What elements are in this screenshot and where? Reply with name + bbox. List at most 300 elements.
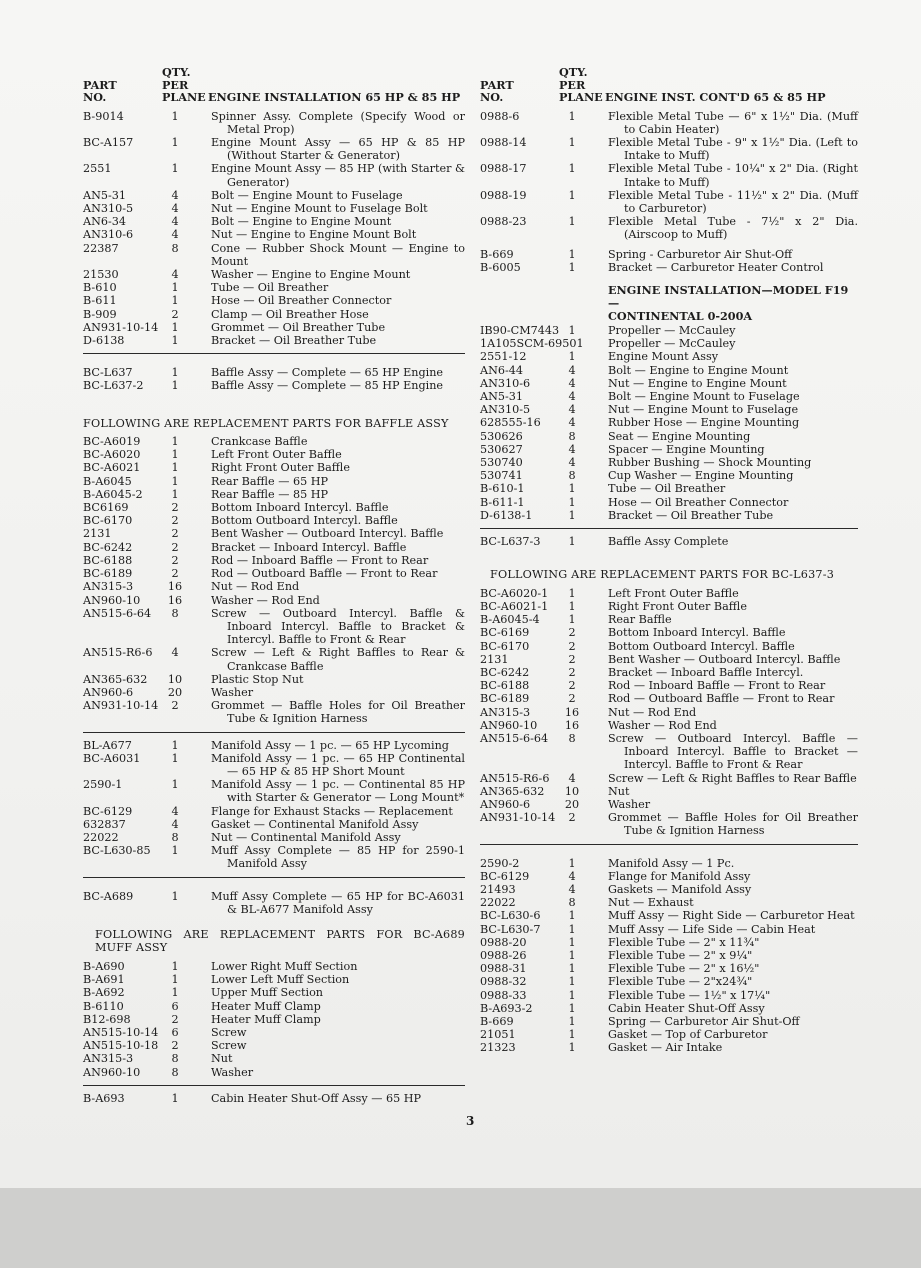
replacement-parts-heading: FOLLOWING ARE REPLACEMENT PARTS FOR BC-A689 MUFF ASSY <box>95 927 465 955</box>
part-no-header: PART NO. <box>480 77 514 104</box>
part-description: Left Front Outer Baffle <box>608 586 739 600</box>
part-number: BC-A6021 <box>83 461 141 475</box>
part-number: AN515-R6-6 <box>83 646 153 660</box>
page-number: 3 <box>466 1114 475 1128</box>
part-number: 21530 <box>83 267 119 281</box>
quantity: 20 <box>564 797 580 811</box>
table-row <box>83 541 465 554</box>
section-title: ENGINE INST. CONT'D 65 & 85 HP <box>605 90 826 104</box>
part-description: Heater Muff Clamp <box>211 1012 321 1026</box>
part-description: Right Front Outer Baffle <box>608 599 747 613</box>
quantity: 4 <box>568 389 576 403</box>
table-row <box>480 870 858 883</box>
part-description: Screw — Left & Right Baffles to Rear Baffle <box>608 771 857 785</box>
table-row <box>83 1066 465 1079</box>
part-number: AN960-6 <box>480 797 531 811</box>
part-number: AN6-34 <box>83 215 127 229</box>
part-no-header: PART NO. <box>83 77 117 104</box>
quantity: 16 <box>564 718 580 732</box>
parts-list <box>83 890 465 916</box>
quantity: 20 <box>167 685 183 699</box>
quantity: 1 <box>568 495 576 509</box>
part-number: 21323 <box>480 1041 516 1055</box>
part-number: AN960-6 <box>83 685 134 699</box>
quantity: 1 <box>171 320 179 334</box>
part-number: B-A6045-4 <box>480 613 540 627</box>
quantity: 2 <box>171 1039 179 1053</box>
part-number: 2551 <box>83 162 112 176</box>
part-number: AN960-10 <box>83 1065 141 1079</box>
part-number: BC-6170 <box>480 639 530 653</box>
right-column <box>480 66 858 1055</box>
part-number: BC-6188 <box>83 553 133 567</box>
part-description: Engine Mount Assy — 65 HP & 85 HP (Without Starter & Generator) <box>211 135 465 163</box>
part-description: Flexible Tube — 2"x24¾" <box>608 975 753 989</box>
part-description: Cabin Heater Shut-Off Assy <box>608 1001 765 1015</box>
quantity: 1 <box>171 844 179 858</box>
quantity: 8 <box>568 469 576 483</box>
table-row <box>480 640 858 653</box>
table-row <box>480 626 858 639</box>
quantity: 4 <box>568 416 576 430</box>
part-number: B-669 <box>480 247 514 261</box>
table-row <box>480 324 858 337</box>
table-row <box>83 752 465 778</box>
part-number: B-669 <box>480 1014 514 1028</box>
part-number: 0988-33 <box>480 988 527 1002</box>
table-row <box>83 607 465 647</box>
part-number: 0988-14 <box>480 135 527 149</box>
table-row <box>480 909 858 922</box>
part-description: Flexible Tube — 2" x 11¾" <box>608 935 760 949</box>
part-number: BC-L630-6 <box>480 909 541 923</box>
part-description: Upper Muff Section <box>211 986 324 1000</box>
part-description: Bracket — Inboard Intercyl. Baffle <box>211 540 407 554</box>
table-row <box>480 162 858 188</box>
quantity: 4 <box>171 267 179 281</box>
part-description: Nut — Exhaust <box>608 896 694 910</box>
part-description: Baffle Assy — Complete — 85 HP Engine <box>211 379 444 393</box>
part-description: Tube — Oil Breather <box>608 482 726 496</box>
table-row <box>83 831 465 844</box>
part-description: Gasket — Top of Carburetor <box>608 1028 768 1042</box>
table-row <box>83 110 465 136</box>
part-description: Flexible Metal Tube - 7½" x 2" Dia. (Airscoop to Muff) <box>608 215 858 242</box>
quantity: 1 <box>171 778 179 792</box>
part-description: Washer — Rod End <box>608 718 717 732</box>
part-number: BC-A6019 <box>83 435 141 449</box>
part-number: BC6169 <box>83 501 129 515</box>
quantity: 4 <box>568 882 576 896</box>
section-title: ENGINE INSTALLATION 65 HP & 85 HP <box>208 90 461 104</box>
table-row <box>480 443 858 456</box>
part-number: AN515-6-64 <box>83 606 152 620</box>
part-description: Manifold Assy — 1 Pc. <box>608 856 735 870</box>
divider <box>480 528 858 529</box>
quantity: 1 <box>171 333 179 347</box>
qty-header: QTY. PER PLANE <box>162 65 206 104</box>
quantity: 1 <box>568 1014 576 1028</box>
quantity: 1 <box>171 448 179 462</box>
quantity: 1 <box>568 135 576 149</box>
table-row <box>83 580 465 593</box>
quantity: 1 <box>171 162 179 176</box>
part-description: Propeller — McCauley <box>608 337 736 351</box>
table-row <box>83 739 465 752</box>
quantity: 2 <box>568 811 576 825</box>
part-description: Muff Assy Complete — 65 HP for BC-A6031 & BL-A677 Manifold Assy <box>211 889 465 916</box>
part-number: B-610 <box>83 281 117 295</box>
part-description: Clamp — Oil Breather Hose <box>211 307 369 321</box>
part-number: BC-6188 <box>480 679 530 693</box>
part-description: Rear Baffle <box>608 613 672 627</box>
table-row <box>480 1041 858 1054</box>
part-number: BC-6242 <box>480 665 530 679</box>
table-row <box>480 456 858 469</box>
part-number: 1A105SCM-69501 <box>480 337 584 351</box>
quantity: 1 <box>568 613 576 627</box>
part-number: AN365-632 <box>480 784 545 798</box>
table-row <box>480 110 858 136</box>
part-description: Lower Left Muff Section <box>211 973 350 987</box>
part-number: BL-A677 <box>83 738 132 752</box>
part-number: 21051 <box>480 1028 516 1042</box>
quantity: 8 <box>568 731 576 745</box>
quantity: 8 <box>171 606 179 620</box>
table-row <box>480 364 858 377</box>
part-number: BC-A6021-1 <box>480 599 549 613</box>
right-column-header <box>480 66 858 104</box>
table-row <box>480 772 858 785</box>
quantity: 1 <box>568 988 576 1002</box>
quantity: 4 <box>568 869 576 883</box>
part-description: Bent Washer — Outboard Intercyl. Baffle <box>211 527 444 541</box>
part-number: 21493 <box>480 882 516 896</box>
quantity: 2 <box>171 501 179 515</box>
quantity: 1 <box>568 215 576 229</box>
table-row <box>83 1039 465 1052</box>
quantity: 1 <box>171 281 179 295</box>
part-description: Bracket — Carburetor Heater Control <box>608 260 824 274</box>
quantity: 4 <box>568 363 576 377</box>
part-description: Bent Washer — Outboard Intercyl. Baffle <box>608 652 841 666</box>
part-description: Baffle Assy Complete <box>608 534 729 548</box>
part-description: Cabin Heater Shut-Off Assy — 65 HP <box>211 1091 422 1105</box>
table-row <box>480 1002 858 1015</box>
part-number: BC-6189 <box>83 567 133 581</box>
quantity: 16 <box>167 580 183 594</box>
part-description: Cone — Rubber Shock Mount — Engine to Mount <box>211 241 465 268</box>
part-number: BC-A6020-1 <box>480 586 549 600</box>
table-row <box>83 215 465 228</box>
part-description: Spring — Carburetor Air Shut-Off <box>608 1014 800 1028</box>
part-number: 0988-23 <box>480 215 527 229</box>
quantity: 4 <box>171 817 179 831</box>
part-number: AN310-5 <box>83 201 134 215</box>
table-row <box>480 936 858 949</box>
divider <box>480 844 858 845</box>
table-row <box>83 805 465 818</box>
quantity: 4 <box>171 804 179 818</box>
part-description: Bracket — Oil Breather Tube <box>608 508 774 522</box>
part-number: 0988-32 <box>480 975 527 989</box>
parts-list <box>480 324 858 522</box>
part-number: B-6110 <box>83 999 124 1013</box>
table-row <box>83 308 465 321</box>
quantity: 4 <box>171 228 179 242</box>
part-number: AN5-31 <box>480 389 524 403</box>
quantity: 1 <box>171 889 179 903</box>
part-number: B-A692 <box>83 986 125 1000</box>
part-description: Screw — Left & Right Baffles to Rear & Crankcase Baffle <box>211 646 465 673</box>
table-row <box>480 798 858 811</box>
part-number: 530626 <box>480 429 523 443</box>
table-row <box>83 189 465 202</box>
qty-header: QTY. PER PLANE <box>559 65 603 104</box>
table-row <box>480 189 858 215</box>
part-number: B-611-1 <box>480 495 525 509</box>
table-row <box>83 435 465 448</box>
part-description: Muff Assy Complete — 85 HP for 2590-1 Manifold Assy <box>211 844 465 871</box>
part-description: Lower Right Muff Section <box>211 959 358 973</box>
part-number: AN315-3 <box>83 580 134 594</box>
quantity: 1 <box>568 260 576 274</box>
table-row <box>480 653 858 666</box>
part-description: Plastic Stop Nut <box>211 672 304 686</box>
part-number: 0988-20 <box>480 935 527 949</box>
part-number: AN315-3 <box>480 705 531 719</box>
section-subtitle: ENGINE INSTALLATION—MODEL F19— CONTINENTAL 0-200A <box>608 282 849 323</box>
quantity: 6 <box>171 999 179 1013</box>
part-description: Crankcase Baffle <box>211 435 308 449</box>
table-row <box>83 1013 465 1026</box>
part-description: Flange for Exhaust Stacks — Replacement <box>211 804 453 818</box>
table-row <box>83 501 465 514</box>
part-number: 22022 <box>83 830 119 844</box>
part-description: Washer <box>608 797 651 811</box>
quantity: 1 <box>568 922 576 936</box>
table-row <box>480 679 858 692</box>
part-number: 0988-19 <box>480 188 527 202</box>
quantity: 1 <box>568 508 576 522</box>
part-number: 2551-12 <box>480 350 527 364</box>
part-number: B-A690 <box>83 959 125 973</box>
table-row <box>83 973 465 986</box>
part-number: D-6138-1 <box>480 508 533 522</box>
table-row <box>480 962 858 975</box>
part-description: Flexible Metal Tube - 9" x 1½" Dia. (Left to Intake to Muff) <box>608 135 858 163</box>
part-description: Engine Mount Assy — 85 HP (with Starter & Generator) <box>211 162 465 189</box>
part-number: AN960-10 <box>480 718 538 732</box>
table-row <box>480 350 858 363</box>
table-row <box>480 811 858 837</box>
quantity: 2 <box>171 699 179 713</box>
part-description: Muff Assy — Right Side — Carburetor Heat <box>608 909 855 923</box>
quantity: 1 <box>171 461 179 475</box>
table-row <box>83 448 465 461</box>
table-row <box>480 719 858 732</box>
table-row <box>83 334 465 347</box>
table-row <box>480 403 858 416</box>
part-number: BC-6170 <box>83 514 133 528</box>
quantity: 2 <box>171 553 179 567</box>
part-number: AN515-10-18 <box>83 1039 159 1053</box>
table-row <box>83 844 465 870</box>
part-description: Tube — Oil Breather <box>211 281 329 295</box>
table-row <box>83 778 465 804</box>
table-row <box>480 469 858 482</box>
quantity: 4 <box>568 455 576 469</box>
table-row <box>480 482 858 495</box>
quantity: 4 <box>568 771 576 785</box>
part-description: Rear Baffle — 65 HP <box>211 474 329 488</box>
quantity: 1 <box>568 162 576 176</box>
table-row <box>83 379 465 392</box>
part-description: Screw — Outboard Intercyl. Baffle — Inboard Intercyl. Baffle to Bracket — Intercyl. Baffle to Front & Rear <box>608 731 858 772</box>
part-description: Flexible Tube — 2" x 9¼" <box>608 948 753 962</box>
part-description: Hose — Oil Breather Connector <box>211 294 392 308</box>
quantity: 1 <box>568 909 576 923</box>
quantity: 1 <box>568 109 576 123</box>
part-number: BC-6169 <box>480 626 530 640</box>
part-number: AN515-6-64 <box>480 731 549 745</box>
part-description: Washer — Engine to Engine Mount <box>211 267 411 281</box>
table-row <box>83 686 465 699</box>
quantity: 1 <box>568 534 576 548</box>
part-description: Bottom Outboard Intercyl. Baffle <box>211 514 398 528</box>
left-column <box>83 66 465 1105</box>
part-description: Right Front Outer Baffle <box>211 461 350 475</box>
table-row <box>83 594 465 607</box>
quantity: 10 <box>564 784 580 798</box>
divider <box>83 877 465 878</box>
quantity: 2 <box>171 514 179 528</box>
part-description: Gasket — Air Intake <box>608 1041 723 1055</box>
quantity: 2 <box>568 626 576 640</box>
part-number: BC-6189 <box>480 692 530 706</box>
quantity: 1 <box>171 435 179 449</box>
part-description: Nut — Engine to Engine Mount <box>608 376 787 390</box>
quantity: 1 <box>568 599 576 613</box>
part-description: Bolt — Engine Mount to Fuselage <box>211 188 403 202</box>
part-description: Manifold Assy — 1 pc. — 65 HP Continental — 65 HP & 85 HP Short Mount <box>211 751 465 778</box>
part-description: Nut <box>608 784 630 798</box>
parts-list <box>83 366 465 392</box>
table-row <box>480 949 858 962</box>
quantity: 4 <box>568 403 576 417</box>
table-row <box>480 1015 858 1028</box>
part-description: Nut — Engine to Engine Mount Bolt <box>211 228 417 242</box>
part-description: Manifold Assy — 1 pc. — Continental 85 HP with Starter & Generator — Long Mount* <box>211 778 465 805</box>
parts-list <box>83 1092 465 1105</box>
part-number: 22022 <box>480 896 516 910</box>
part-number: B-A693 <box>83 1091 125 1105</box>
table-row <box>480 337 858 350</box>
quantity: 16 <box>167 593 183 607</box>
table-row <box>480 535 858 548</box>
part-description: Washer <box>211 685 254 699</box>
quantity: 6 <box>171 1025 179 1039</box>
part-number: 628555-16 <box>480 416 541 430</box>
quantity: 2 <box>171 307 179 321</box>
quantity: 1 <box>568 1001 576 1015</box>
part-description: Bolt — Engine Mount to Fuselage <box>608 389 800 403</box>
part-number: 2590-1 <box>83 778 123 792</box>
quantity: 1 <box>171 294 179 308</box>
quantity: 1 <box>171 959 179 973</box>
part-number: 2590-2 <box>480 856 520 870</box>
parts-list <box>480 857 858 1055</box>
part-description: Grommet — Oil Breather Tube <box>211 320 386 334</box>
table-row <box>83 514 465 527</box>
table-row <box>480 496 858 509</box>
part-description: Gasket — Continental Manifold Assy <box>211 817 419 831</box>
part-number: B-611 <box>83 294 117 308</box>
part-description: Spinner Assy. Complete (Specify Wood or Metal Prop) <box>211 109 465 136</box>
quantity: 1 <box>568 1041 576 1055</box>
part-number: AN931-10-14 <box>83 699 159 713</box>
quantity: 8 <box>171 830 179 844</box>
quantity: 1 <box>568 350 576 364</box>
part-number: AN960-10 <box>83 593 141 607</box>
table-row <box>83 321 465 334</box>
part-description: Spacer — Engine Mounting <box>608 442 765 456</box>
table-row <box>83 461 465 474</box>
table-row <box>83 281 465 294</box>
table-row <box>480 923 858 936</box>
quantity: 8 <box>568 429 576 443</box>
part-description: Bottom Inboard Intercyl. Baffle <box>211 501 389 515</box>
part-description: Cup Washer — Engine Mounting <box>608 469 794 483</box>
part-number: BC-L637-3 <box>480 534 541 548</box>
divider <box>83 353 465 354</box>
table-row <box>83 294 465 307</box>
table-row <box>480 666 858 679</box>
quantity: 2 <box>171 540 179 554</box>
quantity: 2 <box>171 527 179 541</box>
quantity: 8 <box>171 1065 179 1079</box>
part-number: BC-A157 <box>83 135 134 149</box>
parts-list <box>480 248 858 274</box>
part-number: 530740 <box>480 455 523 469</box>
part-description: Rod — Inboard Baffle — Front to Rear <box>608 679 826 693</box>
quantity: 2 <box>568 639 576 653</box>
part-number: BC-L630-85 <box>83 844 151 858</box>
quantity: 4 <box>568 442 576 456</box>
part-description: Manifold Assy — 1 pc. — 65 HP Lycoming <box>211 738 449 752</box>
part-number: B-610-1 <box>480 482 525 496</box>
table-row <box>83 1092 465 1105</box>
table-row <box>480 377 858 390</box>
part-number: IB90-CM7443 <box>480 323 560 337</box>
table-row <box>83 1000 465 1013</box>
part-description: Grommet — Baffle Holes for Oil Breather Tube & Ignition Harness <box>211 699 465 726</box>
table-row <box>83 475 465 488</box>
quantity: 1 <box>568 935 576 949</box>
part-description: Rear Baffle — 85 HP <box>211 487 329 501</box>
part-number: 2131 <box>83 527 112 541</box>
part-description: Bolt — Engine to Engine Mount <box>211 215 392 229</box>
part-number: BC-A6031 <box>83 751 141 765</box>
table-row <box>83 673 465 686</box>
quantity: 2 <box>171 567 179 581</box>
parts-list <box>83 739 465 871</box>
part-description: Rubber Hose — Engine Mounting <box>608 416 800 430</box>
part-number: 0988-26 <box>480 948 527 962</box>
quantity: 1 <box>171 1091 179 1105</box>
part-number: BC-A6020 <box>83 448 141 462</box>
part-description: Rubber Bushing — Shock Mounting <box>608 455 812 469</box>
